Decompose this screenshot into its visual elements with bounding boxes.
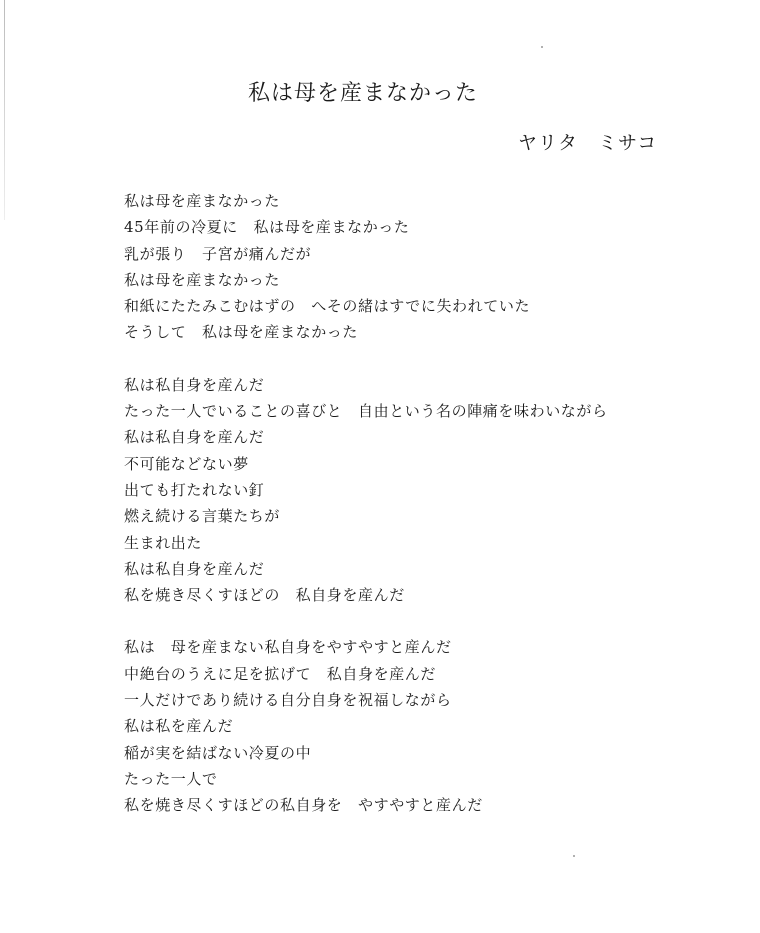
poem-line: 私は私を産んだ <box>124 717 234 736</box>
poem-line: 私は私自身を産んだ <box>124 428 265 447</box>
scan-speck <box>541 46 543 48</box>
scan-edge-mark <box>4 0 5 220</box>
poem-line: 私は 母を産まない私自身をやすやすと産んだ <box>124 638 452 657</box>
poem-line: 私を焼き尽くすほどの私自身を やすやすと産んだ <box>124 796 483 815</box>
poem-line: 燃え続ける言葉たちが <box>124 507 281 526</box>
stanza-2 <box>124 372 724 609</box>
poem-line: 一人だけであり続ける自分自身を祝福しながら <box>124 691 452 710</box>
poem-line: そうして 私は母を産まなかった <box>124 323 359 342</box>
poem-title: 私は母を産まなかった <box>248 81 479 106</box>
stanza-3 <box>124 634 724 818</box>
poem-line: 私を焼き尽くすほどの 私自身を産んだ <box>124 586 405 605</box>
stanza-1 <box>124 188 724 346</box>
poem-line: 私は母を産まなかった <box>124 192 281 210</box>
poem-line: たった一人で <box>124 769 218 788</box>
poem-line: 乳が張り 子宮が痛んだが <box>124 244 312 263</box>
poem-line: 私は母を産まなかった <box>124 270 281 289</box>
poem-line: 出ても打たれない釘 <box>124 480 265 499</box>
poem-line: たった一人でいることの喜びと 自由という名の陣痛を味わいながら <box>124 402 608 421</box>
poem-line: 私は私自身を産んだ <box>124 375 265 394</box>
scan-speck <box>573 855 575 857</box>
poem-line: 45年前の冷夏に 私は母を産まなかった <box>124 218 410 237</box>
poem-body <box>124 188 724 845</box>
poem-line: 和紙にたたみこむはずの へその緒はすでに失われていた <box>124 297 531 316</box>
poem-line: 稲が実を結ばない冷夏の中 <box>124 743 312 762</box>
poem-line: 生まれ出た <box>124 533 203 552</box>
poem-line: 私は私自身を産んだ <box>124 559 265 578</box>
poem-line: 中絶台のうえに足を拡げて 私自身を産んだ <box>124 664 437 683</box>
poem-author: ヤリタ ミサコ <box>518 132 658 154</box>
poem-line: 不可能などない夢 <box>124 454 249 473</box>
